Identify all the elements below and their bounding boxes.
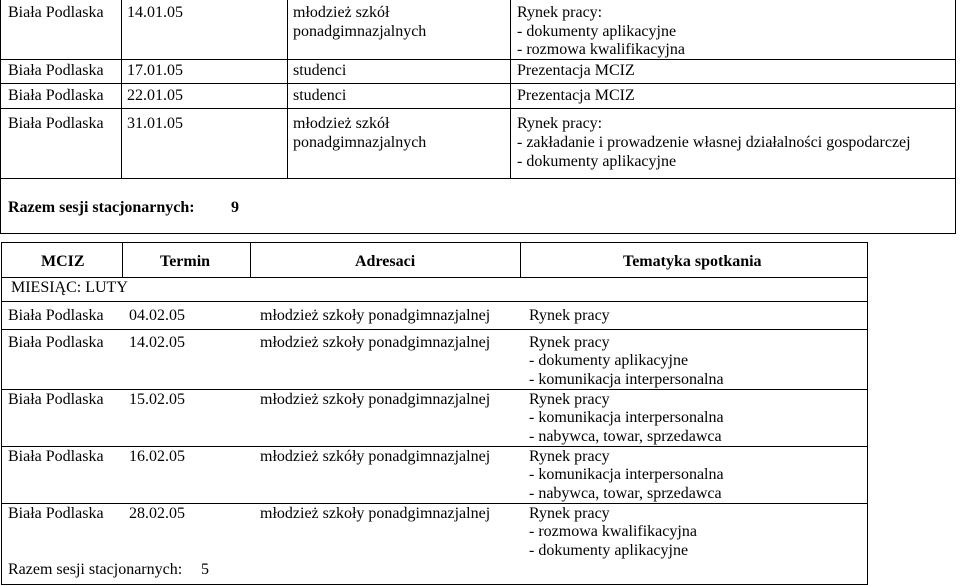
table-cell-topic: - komunikacja interpersonalna	[529, 371, 724, 388]
total-label: Razem sesji stacjonarnych:	[8, 199, 195, 216]
table-cell-topic: - nabywca, towar, sprzedawca	[529, 428, 722, 445]
table-cell-audience: młodzież szkoły ponadgimnazjalnej	[260, 334, 491, 351]
table-cell-topic: - nabywca, towar, sprzedawca	[529, 485, 722, 502]
table-cell-topic: Rynek pracy:	[517, 4, 603, 21]
table-cell-topic: - dokumenty aplikacyjne	[529, 542, 689, 559]
total-value: 5	[201, 561, 209, 578]
table-cell-audience: młodzież szkół	[293, 4, 390, 21]
table-cell-topic: Rynek pracy	[529, 505, 610, 522]
table-cell-topic: Rynek pracy	[529, 448, 610, 465]
table-cell-date: 04.02.05	[129, 307, 185, 324]
column-header-mciz: MCIZ	[41, 253, 85, 270]
table-cell-topic: Rynek pracy	[529, 391, 610, 408]
table-cell-topic: - komunikacja interpersonalna	[529, 466, 724, 483]
table-cell-city: Biała Podlaska	[8, 87, 104, 104]
table-cell-audience: młodzież szkoły ponadgimnazjalnej	[260, 391, 491, 408]
table-cell-audience: młodzież szkoły ponadgimnazjalnej	[260, 307, 491, 324]
table-cell-topic: Prezentacja MCIZ	[517, 87, 635, 104]
column-header-tematyka: Tematyka spotkania	[623, 253, 762, 270]
table-cell-topic: Rynek pracy	[529, 307, 610, 324]
table-cell-topic: Prezentacja MCIZ	[517, 62, 635, 79]
table-cell-audience: młodzież szkół	[293, 115, 390, 132]
table-cell-topic: Rynek pracy:	[517, 115, 603, 132]
column-header-adresaci: Adresaci	[355, 253, 416, 270]
table-cell-city: Biała Podlaska	[8, 62, 104, 79]
table-cell-date: 22.01.05	[127, 87, 183, 104]
table-cell-audience: ponadgimnazjalnych	[293, 134, 427, 151]
table-cell-date: 14.02.05	[129, 334, 185, 351]
table-cell-topic: - dokumenty aplikacyjne	[517, 153, 677, 170]
table-cell-city: Biała Podlaska	[8, 115, 104, 132]
table-cell-topic: - komunikacja interpersonalna	[529, 409, 724, 426]
table-cell-topic: - rozmowa kwalifikacyjna	[529, 523, 697, 540]
table-cell-topic: - dokumenty aplikacyjne	[529, 352, 689, 369]
table-cell-topic: - zakładanie i prowadzenie własnej działalności gospodarczej	[517, 134, 911, 151]
table-cell-audience: studenci	[293, 87, 347, 104]
table-cell-topic: - rozmowa kwalifikacyjna	[517, 41, 685, 58]
table-cell-topic: - dokumenty aplikacyjne	[517, 23, 677, 40]
table-cell-audience: młodzież szkóły ponadgimnazjalnej	[260, 448, 491, 465]
table-cell-city: Biała Podlaska	[8, 391, 104, 408]
table-cell-city: Biała Podlaska	[8, 505, 104, 522]
table-cell-city: Biała Podlaska	[8, 334, 104, 351]
table-cell-audience: młodzież szkoły ponadgimnazjalnej	[260, 505, 491, 522]
table-cell-date: 15.02.05	[129, 391, 185, 408]
table-cell-city: Biała Podlaska	[8, 307, 104, 324]
table-cell-audience: ponadgimnazjalnych	[293, 23, 427, 40]
table-cell-date: 14.01.05	[127, 4, 183, 21]
table-cell-date: 16.02.05	[129, 448, 185, 465]
column-header-termin: Termin	[160, 253, 211, 270]
total-value: 9	[231, 199, 239, 216]
table-cell-date: 28.02.05	[129, 505, 185, 522]
table-cell-date: 17.01.05	[127, 62, 183, 79]
table-cell-topic: Rynek pracy	[529, 334, 610, 351]
total-label: Razem sesji stacjonarnych:	[8, 561, 183, 578]
month-label: MIESIĄC: LUTY	[11, 279, 128, 296]
table-cell-city: Biała Podlaska	[8, 448, 104, 465]
table-cell-city: Biała Podlaska	[8, 4, 104, 21]
table-cell-date: 31.01.05	[127, 115, 183, 132]
table-cell-audience: studenci	[293, 62, 347, 79]
